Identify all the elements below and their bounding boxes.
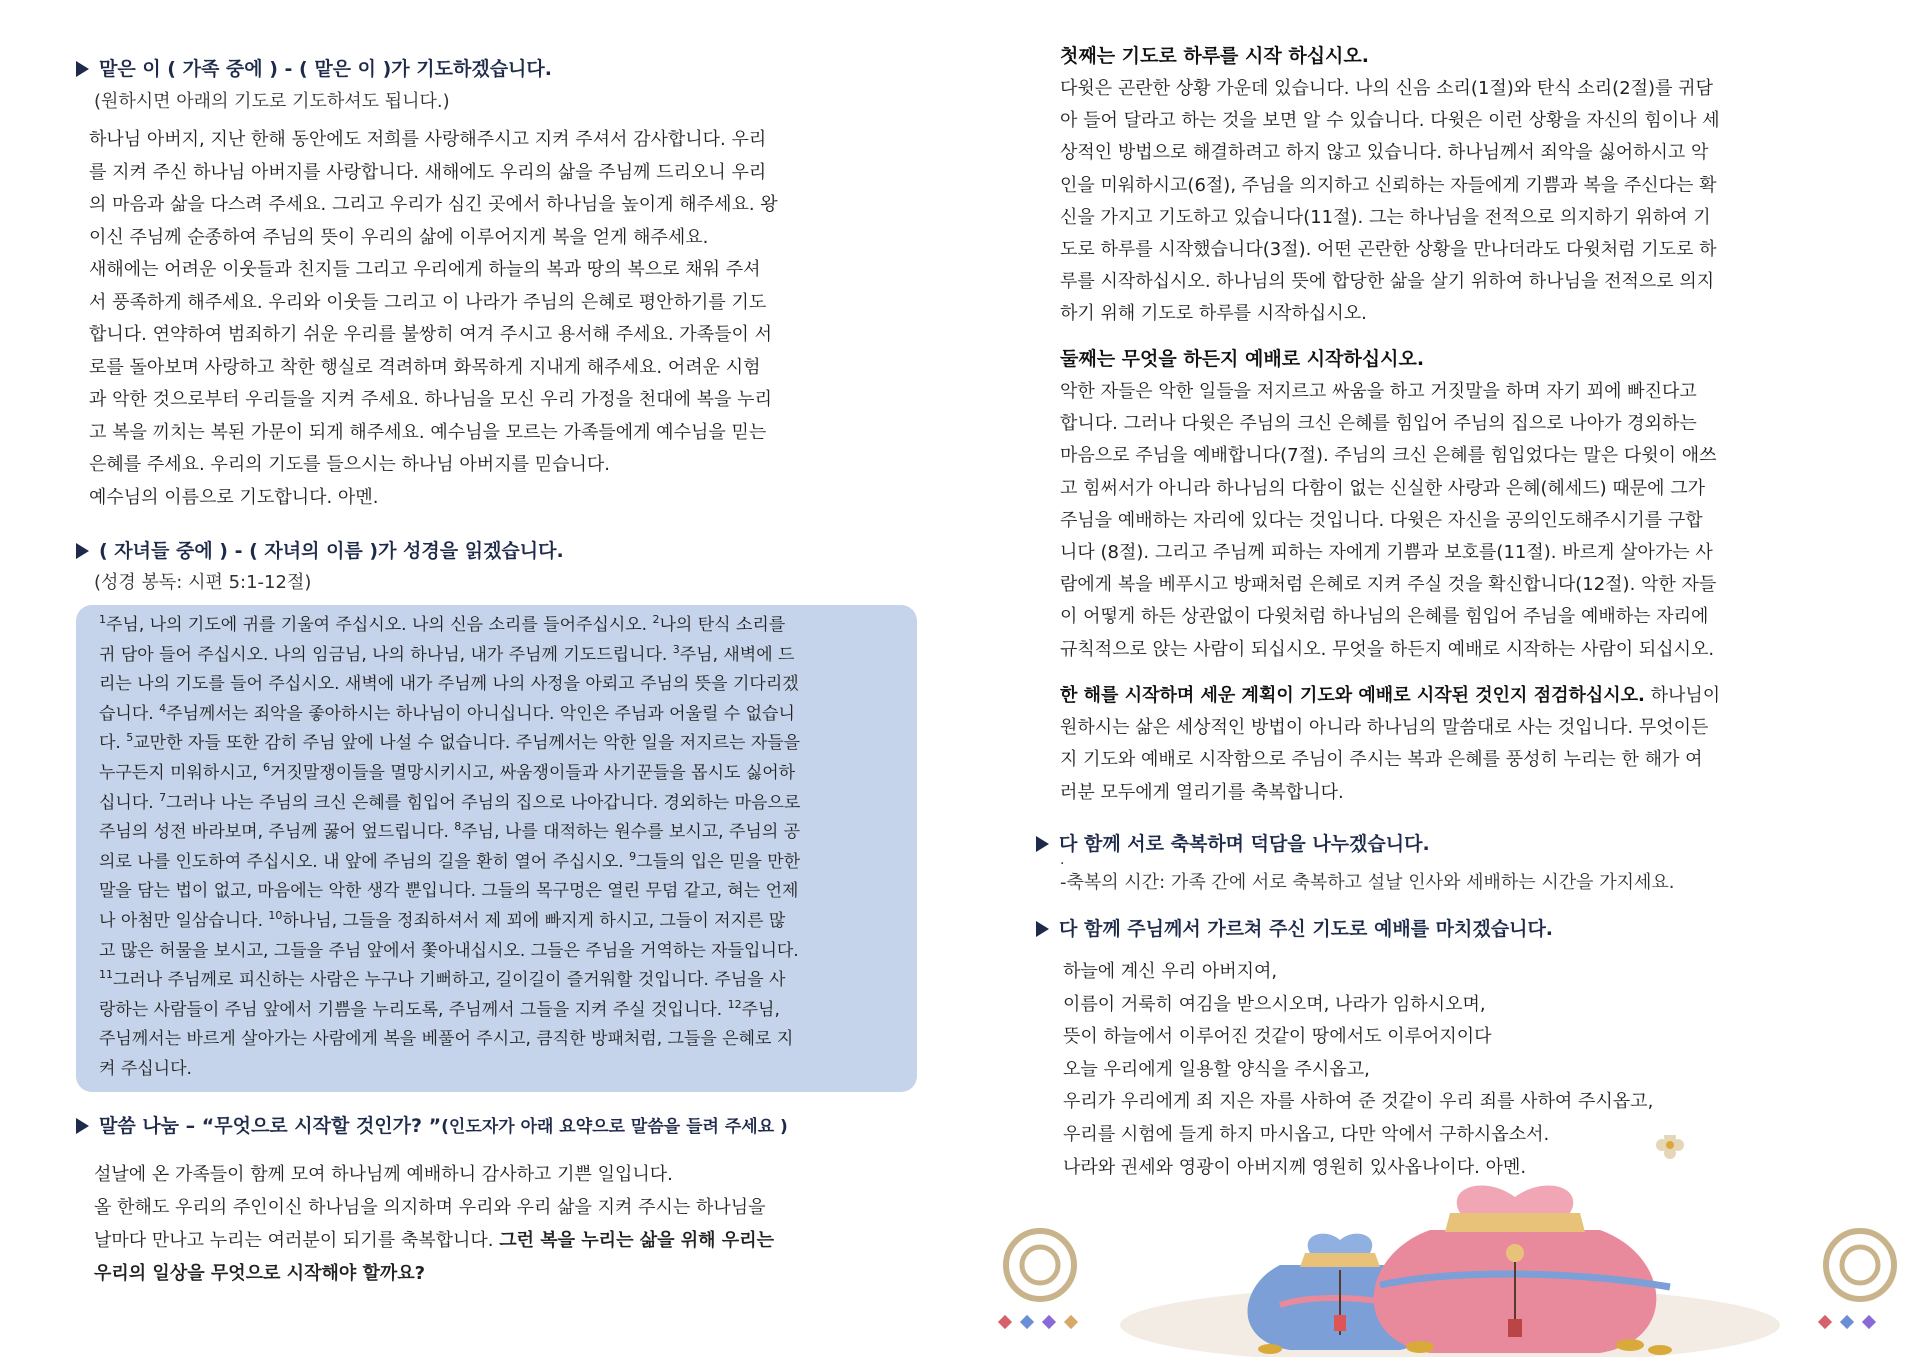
lords-prayer-line: 오늘 우리에게 일용할 양식을 주시옵고, — [1063, 1058, 1370, 1080]
verse-text: 주님, 나를 대적하는 원수를 보시고, 주님의 공 — [461, 822, 801, 843]
triangle-bullet-icon — [76, 61, 89, 77]
prayer-body — [89, 124, 899, 514]
verse-text: 랑하는 사람들이 주님 앞에서 기쁨을 누리도록, 주님께서 그들을 지켜 주실 것입니다. — [99, 999, 728, 1020]
scripture-line — [99, 670, 899, 700]
verse-number: 10 — [268, 908, 283, 922]
point1-line: 아 들어 달라고 하는 것을 보면 알 수 있습니다. 다윗은 이런 상황을 자신의 힘이나 세 — [1060, 110, 1720, 132]
prayer-line: 서 풍족하게 해주세요. 우리와 이웃들 그리고 이 나라가 주님의 은혜로 평안하기를 기도 — [89, 291, 767, 313]
point2-title: 둘째는 무엇을 하든지 예배로 시작하십시오. — [1060, 348, 1425, 370]
verse-number: 5 — [126, 731, 134, 745]
point1-body — [1060, 73, 1850, 331]
verse-text: 의로 나를 인도하여 주십시오. 내 앞에 주님의 길을 환히 열어 주십시오. — [99, 851, 630, 872]
blessing-heading: 다 함께 서로 축복하며 덕담을 나누겠습니다. — [1036, 831, 1430, 857]
verse-text: 고 많은 허물을 보시고, 그들을 주님 앞에서 쫓아내십시오. 그들은 주님을 거역하는 자들입니다. — [99, 940, 799, 961]
verse-text: 주님의 성전 바라보며, 주님께 꿇어 엎드립니다. — [99, 822, 455, 843]
verse-number: 2 — [652, 613, 660, 626]
blessing-dot: . — [1060, 852, 1065, 868]
right-knot-ornament-icon — [1818, 1231, 1894, 1329]
scripture-line — [99, 996, 899, 1026]
scripture-line — [99, 848, 899, 878]
verse-text: 그들의 입은 믿을 만한 — [636, 851, 801, 872]
verse-text: 주님, 나의 기도에 귀를 기울여 주십시오. 나의 신음 소리를 들어주십시오. — [106, 615, 653, 635]
point2-line: 마음으로 주님을 예배합니다(7절). 주님의 크신 은혜를 힘입었다는 말은 다윗이 애쓰 — [1060, 445, 1717, 467]
lords-prayer-line: 뜻이 하늘에서 이루어진 것같이 땅에서도 이루어지이다 — [1063, 1026, 1492, 1048]
scripture-line — [99, 641, 899, 671]
point2-line: 악한 자들은 악한 일들을 저지르고 싸움을 하고 거짓말을 하며 자기 꾀에 빠진다고 — [1060, 381, 1697, 402]
point3-title: 한 해를 시작하며 세운 계획이 기도와 예배로 시작된 것인지 점검하십시오. — [1060, 685, 1645, 706]
verse-number: 8 — [454, 820, 462, 834]
point1-line: 루를 시작하십시오. 하나님의 뜻에 합당한 삶을 살기 위하여 하나님을 전적으로 의지 — [1060, 271, 1715, 293]
point3-line: 지 기도와 예배로 시작함으로 주님이 주시는 복과 은혜를 풍성히 누리는 한 해가 여 — [1060, 749, 1703, 771]
prayer-line: 의 마음과 삶을 다스려 주세요. 그리고 우리가 심긴 곳에서 하나님을 높이게 해주세요. 왕 — [89, 194, 778, 215]
prayer-note: (원하시면 아래의 기도로 기도하셔도 됩니다.) — [94, 91, 450, 112]
lords-prayer-line: 이름이 거룩히 여김을 받으시오며, 나라가 임하시오며, — [1063, 993, 1486, 1015]
sermon-intro — [94, 1158, 904, 1290]
point3-line: 원하시는 삶은 세상적인 방법이 아니라 하나님의 말씀대로 사는 것입니다. 무엇이든 — [1060, 717, 1709, 739]
prayer-line: 과 악한 것으로부터 우리들을 지켜 주세요. 하나님을 모신 우리 가정을 천대에 복을 누리 — [89, 389, 772, 410]
scripture-line — [99, 611, 899, 641]
triangle-bullet-icon — [1036, 836, 1049, 852]
prayer-line: 이신 주님께 순종하여 주님의 뜻이 우리의 삶에 이루어지게 복을 얻게 해주세요. — [89, 226, 709, 248]
sermon-heading: 말씀 나눔 – “무엇으로 시작할 것인가? ”(인도자가 아래 요약으로 말씀을 들려 주세요 ) — [76, 1113, 788, 1140]
pink-pouch-icon — [1374, 1186, 1670, 1353]
verse-text: 그러나 나는 주님의 크신 은혜를 힘입어 주님의 집으로 나아갑니다. 경외하는 마음으로 — [166, 792, 801, 813]
scripture-line — [99, 759, 899, 789]
scripture-line — [99, 1025, 899, 1055]
lords-prayer-line: 우리가 우리에게 죄 지은 자를 사하여 준 것같이 우리 죄를 사하여 주시옵고, — [1063, 1091, 1654, 1113]
prayer-line: 하나님 아버지, 지난 한해 동안에도 저희를 사랑해주시고 지켜 주셔서 감사합니다. 우리 — [89, 129, 767, 150]
scripture-line — [99, 789, 899, 819]
point2-body — [1060, 376, 1850, 666]
verse-number: 4 — [159, 701, 167, 715]
triangle-bullet-icon — [76, 1118, 89, 1134]
triangle-bullet-icon — [1036, 921, 1049, 937]
verse-text: 나 아첨만 일삼습니다. — [99, 910, 269, 931]
point1-line: 인을 미워하시고(6절), 주님을 의지하고 신뢰하는 자들에게 기쁨과 복을 주신다는 확 — [1060, 174, 1717, 196]
point2-line: 합니다. 그러나 다윗은 주님의 크신 은혜를 힘입어 주님의 집으로 나아가 경외하는 — [1060, 413, 1697, 435]
verse-text: 주님, — [741, 999, 780, 1020]
scripture-line — [99, 729, 899, 759]
scripture-line — [99, 1055, 899, 1085]
sermon-line: 설날에 온 가족들이 함께 모여 하나님께 예배하니 감사하고 기쁜 일입니다. — [94, 1164, 673, 1185]
verse-text: 거짓말쟁이들을 멸망시키시고, 싸움쟁이들과 사기꾼들을 몹시도 싫어하 — [270, 762, 796, 783]
verse-number: 11 — [99, 968, 113, 982]
point1-line: 다윗은 곤란한 상황 가운데 있습니다. 나의 신음 소리(1절)와 탄식 소리(2절)를 귀담 — [1060, 78, 1713, 99]
lords-prayer-line: 우리를 시험에 들게 하지 마시옵고, 다만 악에서 구하시옵소서. — [1063, 1123, 1550, 1145]
verse-text: 리는 나의 기도를 들어 주십시오. 새벽에 내가 주님께 나의 사정을 아뢰고 주님의 뜻을 기다리겠 — [99, 674, 799, 695]
prayer-line: 은혜를 주세요. 우리의 기도를 들으시는 하나님 아버지를 믿습니다. — [89, 454, 610, 475]
verse-number: 3 — [672, 642, 680, 656]
prayer-line: 예수님의 이름으로 기도합니다. 아멘. — [89, 486, 379, 508]
triangle-bullet-icon — [76, 543, 89, 559]
verse-text: 십니다. — [99, 792, 160, 813]
point1-title: 첫째는 기도로 하루를 시작 하십시오. — [1060, 45, 1369, 67]
sermon-line: 날마다 만나고 누리는 여러분이 되기를 축복합니다. 그런 복을 누리는 삶을 위해 우리는 — [94, 1230, 774, 1251]
sermon-line: 우리의 일상을 무엇으로 시작해야 할까요? — [94, 1263, 426, 1284]
scripture-reference: (성경 봉독: 시편 5:1-12절) — [94, 572, 312, 593]
lucky-pouches-illustration — [980, 1135, 1920, 1357]
point3-line: 러분 모두에게 열리기를 축복합니다. — [1060, 781, 1344, 803]
lords-prayer-line: 하늘에 계신 우리 아버지여, — [1063, 961, 1278, 982]
point2-line: 규칙적으로 앉는 사람이 되십시오. 무엇을 하든지 예배로 시작하는 사람이 되십시오. — [1060, 638, 1715, 660]
verse-text: 나의 탄식 소리를 — [659, 615, 786, 635]
point1-line: 도로 하루를 시작했습니다(3절). 어떤 곤란한 상황을 만나더라도 다윗처럼 기도로 하 — [1060, 239, 1717, 261]
prayer-line: 새해에는 어려운 이웃들과 친지들 그리고 우리에게 하늘의 복과 땅의 복으로 채워 주셔 — [89, 259, 761, 280]
point2-line: 이 어떻게 하든 상관없이 다윗처럼 하나님의 은혜를 힘입어 주님을 예배하는 자리에 — [1060, 606, 1709, 628]
verse-text: 켜 주십니다. — [99, 1058, 192, 1079]
point2-line: 니다 (8절). 그리고 주님께 피하는 자에게 기쁨과 보호를(11절). 바르게 살아가는 사 — [1060, 542, 1713, 564]
point2-line: 고 힘써서가 아니라 하나님의 다함이 없는 신실한 사랑과 은혜(헤세드) 때문에 그가 — [1060, 477, 1706, 499]
verse-number: 12 — [727, 997, 742, 1011]
point1-line: 상적인 방법으로 해결하려고 하지 않고 있습니다. 하나님께서 죄악을 싫어하시고 악 — [1060, 142, 1709, 164]
prayer-line: 고 복을 끼치는 복된 가문이 되게 해주세요. 예수님을 모르는 가족들에게 예수님을 믿는 — [89, 421, 767, 443]
prayer-line: 로를 돌아보며 사랑하고 착한 행실로 격려하며 화목하게 지내게 해주세요. 어려운 시험 — [89, 356, 761, 378]
verse-text: 주님, 새벽에 드 — [679, 644, 795, 665]
verse-number: 1 — [99, 613, 106, 626]
verse-number: 7 — [159, 790, 167, 804]
point2-line: 람에게 복을 베푸시고 방패처럼 은혜로 지켜 주실 것을 확신합니다(12절). 악한 자들 — [1060, 574, 1717, 596]
left-knot-ornament-icon — [998, 1231, 1078, 1329]
prayer-line: 를 지켜 주신 하나님 아버지를 사랑합니다. 새해에도 우리의 삶을 주님께 드리오니 우리 — [89, 161, 767, 183]
verse-text: 주님께서는 바르게 살아가는 사람에게 복을 베풀어 주시고, 큼직한 방패처럼, 그들을 은혜로 지 — [99, 1029, 794, 1050]
scripture-line — [99, 937, 899, 967]
scripture-line — [99, 877, 899, 907]
sermon-line: 올 한해도 우리의 주인이신 하나님을 의지하며 우리와 우리 삶을 지켜 주시는 하나님을 — [94, 1197, 766, 1218]
verse-text: 하나님, 그들을 정죄하셔서 제 꾀에 빠지게 하시고, 그들이 저지른 많 — [282, 910, 786, 931]
verse-text: 교만한 자들 또한 감히 주님 앞에 나설 수 없습니다. 주님께서는 악한 일을 저지르는 자들을 — [133, 733, 801, 754]
scripture-line — [99, 907, 899, 937]
verse-text: 그러나 주님께로 피신하는 사람은 누구나 기뻐하고, 길이길이 즐거워할 것입니다. 주님을 사 — [113, 970, 786, 991]
scripture-line — [99, 700, 899, 730]
point1-line: 하기 위해 기도로 하루를 시작하십시오. — [1060, 303, 1367, 325]
verse-text: 주님께서는 죄악을 좋아하시는 하나님이 아니십니다. 악인은 주님과 어울릴 수 없습니 — [166, 703, 795, 724]
verse-text: 누구든지 미워하시고, — [99, 762, 264, 783]
scripture-line — [99, 966, 899, 996]
point2-line: 주님을 예배하는 자리에 있다는 것입니다. 다윗은 자신을 공의인도해주시기를 구합 — [1060, 509, 1703, 531]
lords-prayer-line: 나라와 권세와 영광이 아버지께 영원히 있사옵나이다. 아멘. — [1063, 1156, 1527, 1178]
verse-number: 9 — [629, 849, 637, 863]
flower-icon — [1656, 1135, 1684, 1159]
scripture-line — [99, 818, 899, 848]
verse-text: 다. — [99, 733, 127, 754]
verse-text: 귀 담아 들어 주십시오. 나의 임금님, 나의 하나님, 내가 주님께 기도드립니다. — [99, 644, 673, 665]
scripture-heading: ( 자녀들 중에 ) - ( 자녀의 이름 )가 성경을 읽겠습니다. — [76, 538, 564, 564]
scripture-text — [99, 611, 899, 1085]
verse-text: 말을 담는 법이 없고, 마음에는 악한 생각 뿐입니다. 그들의 목구멍은 열린 무덤 같고, 혀는 언제 — [99, 881, 799, 902]
blessing-text: -축복의 시간: 가족 간에 서로 축복하고 설날 인사와 세배하는 시간을 가지세요. — [1060, 872, 1675, 893]
prayer-line: 합니다. 연약하여 범죄하기 쉬운 우리를 불쌍히 여겨 주시고 용서해 주세요. 가족들이 서 — [89, 324, 772, 345]
point1-line: 신을 가지고 기도하고 있습니다(11절). 그는 하나님을 전적으로 의지하기 위하여 기 — [1060, 206, 1711, 228]
closing-heading: 다 함께 주님께서 가르쳐 주신 기도로 예배를 마치겠습니다. — [1036, 916, 1553, 942]
prayer-heading: 맡은 이 ( 가족 중에 ) - ( 맡은 이 )가 기도하겠습니다. — [76, 56, 552, 82]
point3-body: 한 해를 시작하며 세운 계획이 기도와 예배로 시작된 것인지 점검하십시오. 하나님이 원하시는 삶은 세상적인 방법이 아니라 하나님의 말씀대로 사는 것입니다. 무엇이든 지 기도와 예배로 시작함으로 주님이 주시는 복과 은혜를 풍성히 누리는 한 해가 여 러분 모두에게 열리기를 축복합니다. — [1060, 680, 1850, 809]
verse-number: 6 — [263, 760, 271, 774]
verse-text: 습니다. — [99, 703, 160, 724]
